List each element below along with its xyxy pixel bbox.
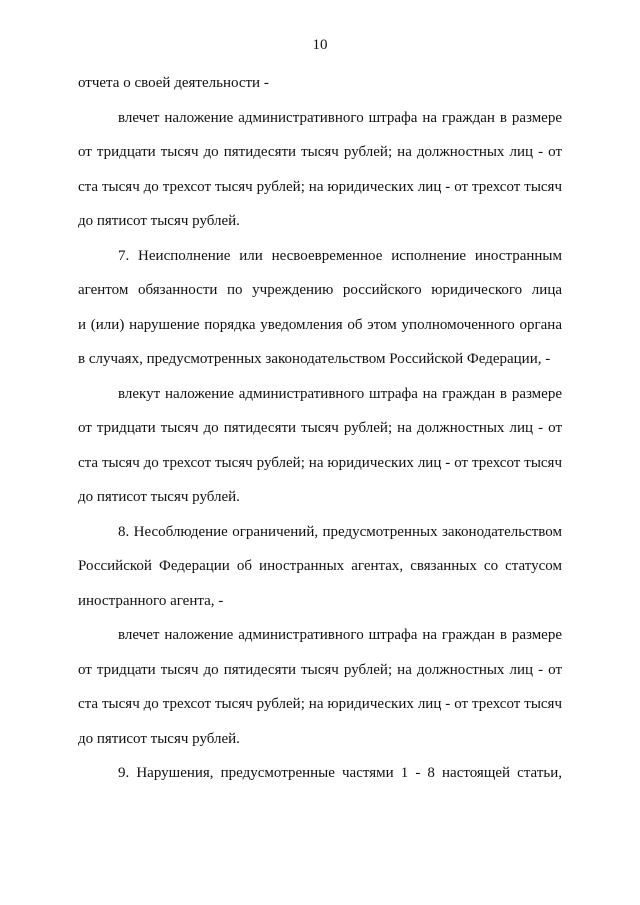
text-line: от тридцати тысяч до пятидесяти тысяч рублей; на должностных лиц - от	[78, 420, 562, 436]
paragraph-penalty-8	[78, 618, 562, 756]
text-line: 8. Несоблюдение ограничений, предусмотренных законодательством	[118, 523, 562, 540]
paragraph-part-7	[78, 239, 562, 377]
document-body	[78, 66, 562, 791]
text-line: отчета о своей деятельности -	[78, 75, 269, 91]
paragraph-part-9	[78, 756, 562, 791]
text-line: влекут наложение административного штрафа на граждан в размере	[118, 385, 562, 402]
text-line: от тридцати тысяч до пятидесяти тысяч рублей; на должностных лиц - от	[78, 144, 562, 160]
paragraph-penalty-1	[78, 101, 562, 239]
text-line: иностранного агента, -	[78, 592, 224, 609]
paragraph-part-8	[78, 515, 562, 619]
text-line: Российской Федерации об иностранных агентах, связанных со статусом	[78, 558, 562, 574]
paragraph-penalty-7	[78, 377, 562, 515]
text-line: от тридцати тысяч до пятидесяти тысяч рублей; на должностных лиц - от	[78, 661, 562, 678]
text-line: до пятисот тысяч рублей.	[78, 213, 240, 229]
page-number: 10	[312, 37, 328, 53]
text-line: ста тысяч до трехсот тысяч рублей; на юридических лиц - от трехсот тысяч	[78, 454, 562, 471]
text-line: в случаях, предусмотренных законодательством Российской Федерации, -	[78, 351, 551, 367]
text-line: влечет наложение административного штрафа на граждан в размере	[118, 627, 562, 643]
text-line: до пятисот тысяч рублей.	[78, 489, 240, 505]
text-line: агентом обязанности по учреждению российского юридического лица	[78, 282, 562, 298]
text-line: ста тысяч до трехсот тысяч рублей; на юридических лиц - от трехсот тысяч	[78, 696, 562, 712]
text-line: 9. Нарушения, предусмотренные частями 1 - 8 настоящей статьи,	[118, 765, 562, 781]
text-line: до пятисот тысяч рублей.	[78, 730, 240, 747]
text-line: влечет наложение административного штрафа на граждан в размере	[118, 109, 562, 126]
text-line: и (или) нарушение порядка уведомления об этом уполномоченного органа	[78, 316, 562, 333]
paragraph-continuation	[78, 66, 562, 101]
text-line: 7. Неисполнение или несвоевременное исполнение иностранным	[118, 247, 562, 264]
text-line: ста тысяч до трехсот тысяч рублей; на юридических лиц - от трехсот тысяч	[78, 178, 562, 195]
